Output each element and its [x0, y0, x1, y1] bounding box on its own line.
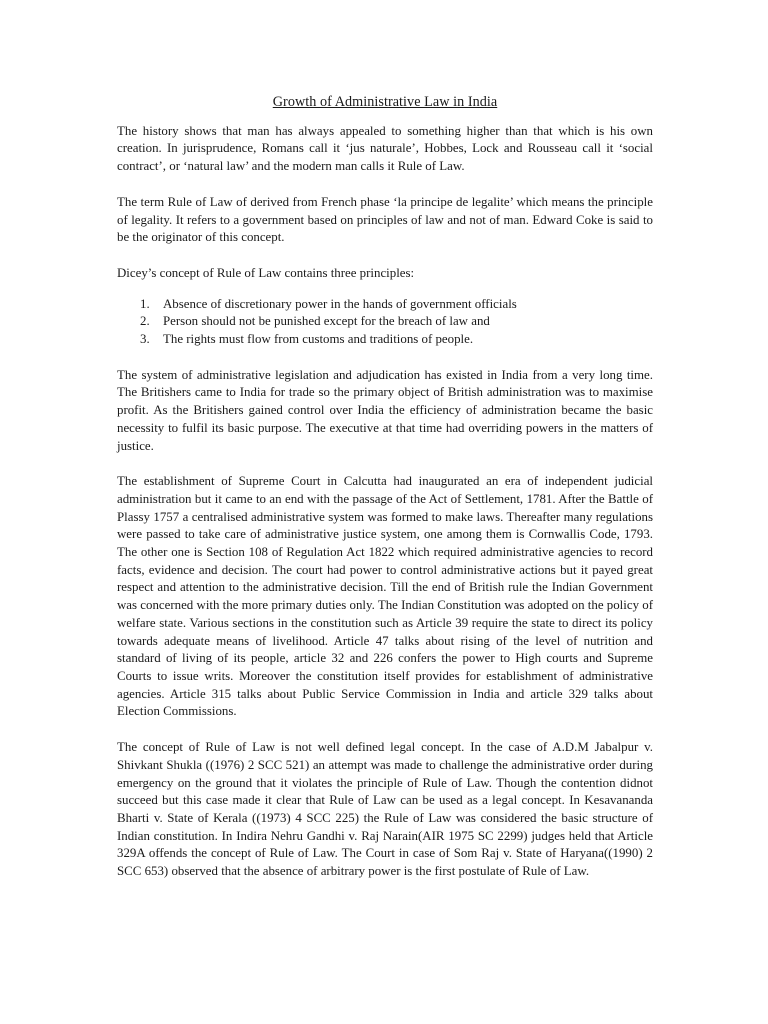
- list-item-text: Person should not be punished except for the breach of law and: [163, 314, 490, 329]
- list-item-number: 1.: [140, 296, 150, 311]
- list-item-number: 2.: [140, 314, 150, 329]
- list-item-number: 3.: [140, 332, 150, 347]
- document-page: [117, 94, 653, 899]
- document-title: Growth of Administrative Law in India: [272, 94, 498, 110]
- dicey-principles-list: [117, 296, 653, 349]
- paragraph-dicey-intro: Dicey’s concept of Rule of Law contains three principles:: [117, 265, 415, 280]
- paragraph-rule-of-law-term: The term Rule of Law of derived from French phase ‘la principe de legalite’ which means the principle of legality. It refers to a government based on principles of law and not of man. Edward Coke is said to be the originator of this concept.: [117, 194, 653, 245]
- list-item: [117, 331, 653, 349]
- paragraph-administrative-system: The system of administrative legislation and adjudication has existed in India from a very long time. The Britishers came to India for trade so the primary object of British administration was to maximise profit. As the Britishers gained control over India the efficiency of administration became the basic necessity to fulfil its basic purpose. The executive at that time had overriding powers in the matters of justice.: [117, 367, 653, 453]
- paragraph-history: The history shows that man has always appealed to something higher than that which is his own creation. In jurisprudence, Romans call it ‘jus naturale’, Hobbes, Lock and Rousseau call it ‘social contract’, or ‘natural law’ and the modern man calls it Rule of Law.: [117, 123, 653, 174]
- paragraph-rule-of-law-cases: The concept of Rule of Law is not well defined legal concept. In the case of A.D.M Jabalpur v. Shivkant Shukla ((1976) 2 SCC 521) an attempt was made to challenge the administrative order during emergency on the ground that it violates the principle of Rule of Law. Though the contention didnot succeed but this case made it clear that Rule of Law can be used as a legal concept. In Kesavananda Bharti v. State of Kerala ((1973) 4 SCC 225) the Rule of Law was considered the basic structure of Indian constitution. In Indira Nehru Gandhi v. Raj Narain(AIR 1975 SC 2299) judges held that Article 329A offends the concept of Rule of Law. The Court in case of Som Raj v. State of Haryana((1990) 2 SCC 653) observed that the absence of arbitrary power is the first postulate of Rule of Law.: [117, 740, 653, 879]
- list-item: [117, 313, 653, 331]
- list-item: [117, 296, 653, 314]
- list-item-text: The rights must flow from customs and traditions of people.: [163, 332, 474, 347]
- list-item-text: Absence of discretionary power in the hands of government officials: [163, 296, 517, 311]
- paragraph-supreme-court-history: The establishment of Supreme Court in Calcutta had inaugurated an era of independent judicial administration but it came to an end with the passage of the Act of Settlement, 1781. After the Battle of Plassy 1757 a centralised administrative system was formed to make laws. Thereafter many regulations were passed to take care of administrative justice system, one among them is Cornwallis Code, 1793. The other one is Section 108 of Regulation Act 1822 which required administrative agencies to record facts, evidence and decision. The court had power to control administrative actions but it payed great respect and attention to the administrative decision. Till the end of British rule the Indian Government was concerned with the more primary duties only. The Indian Constitution was adopted on the policy of welfare state. Various sections in the constitution such as Article 39 require the state to direct its policy towards adequate means of livelihood. Article 47 talks about rising of the level of nutrition and standard of living of its people, article 32 and 226 confers the power to High courts and Supreme Courts to issue writs. Moreover the constitution itself provides for establishment of administrative agencies. Article 315 talks about Public Service Commission in India and article 329 talks about Election Commissions.: [117, 474, 653, 719]
